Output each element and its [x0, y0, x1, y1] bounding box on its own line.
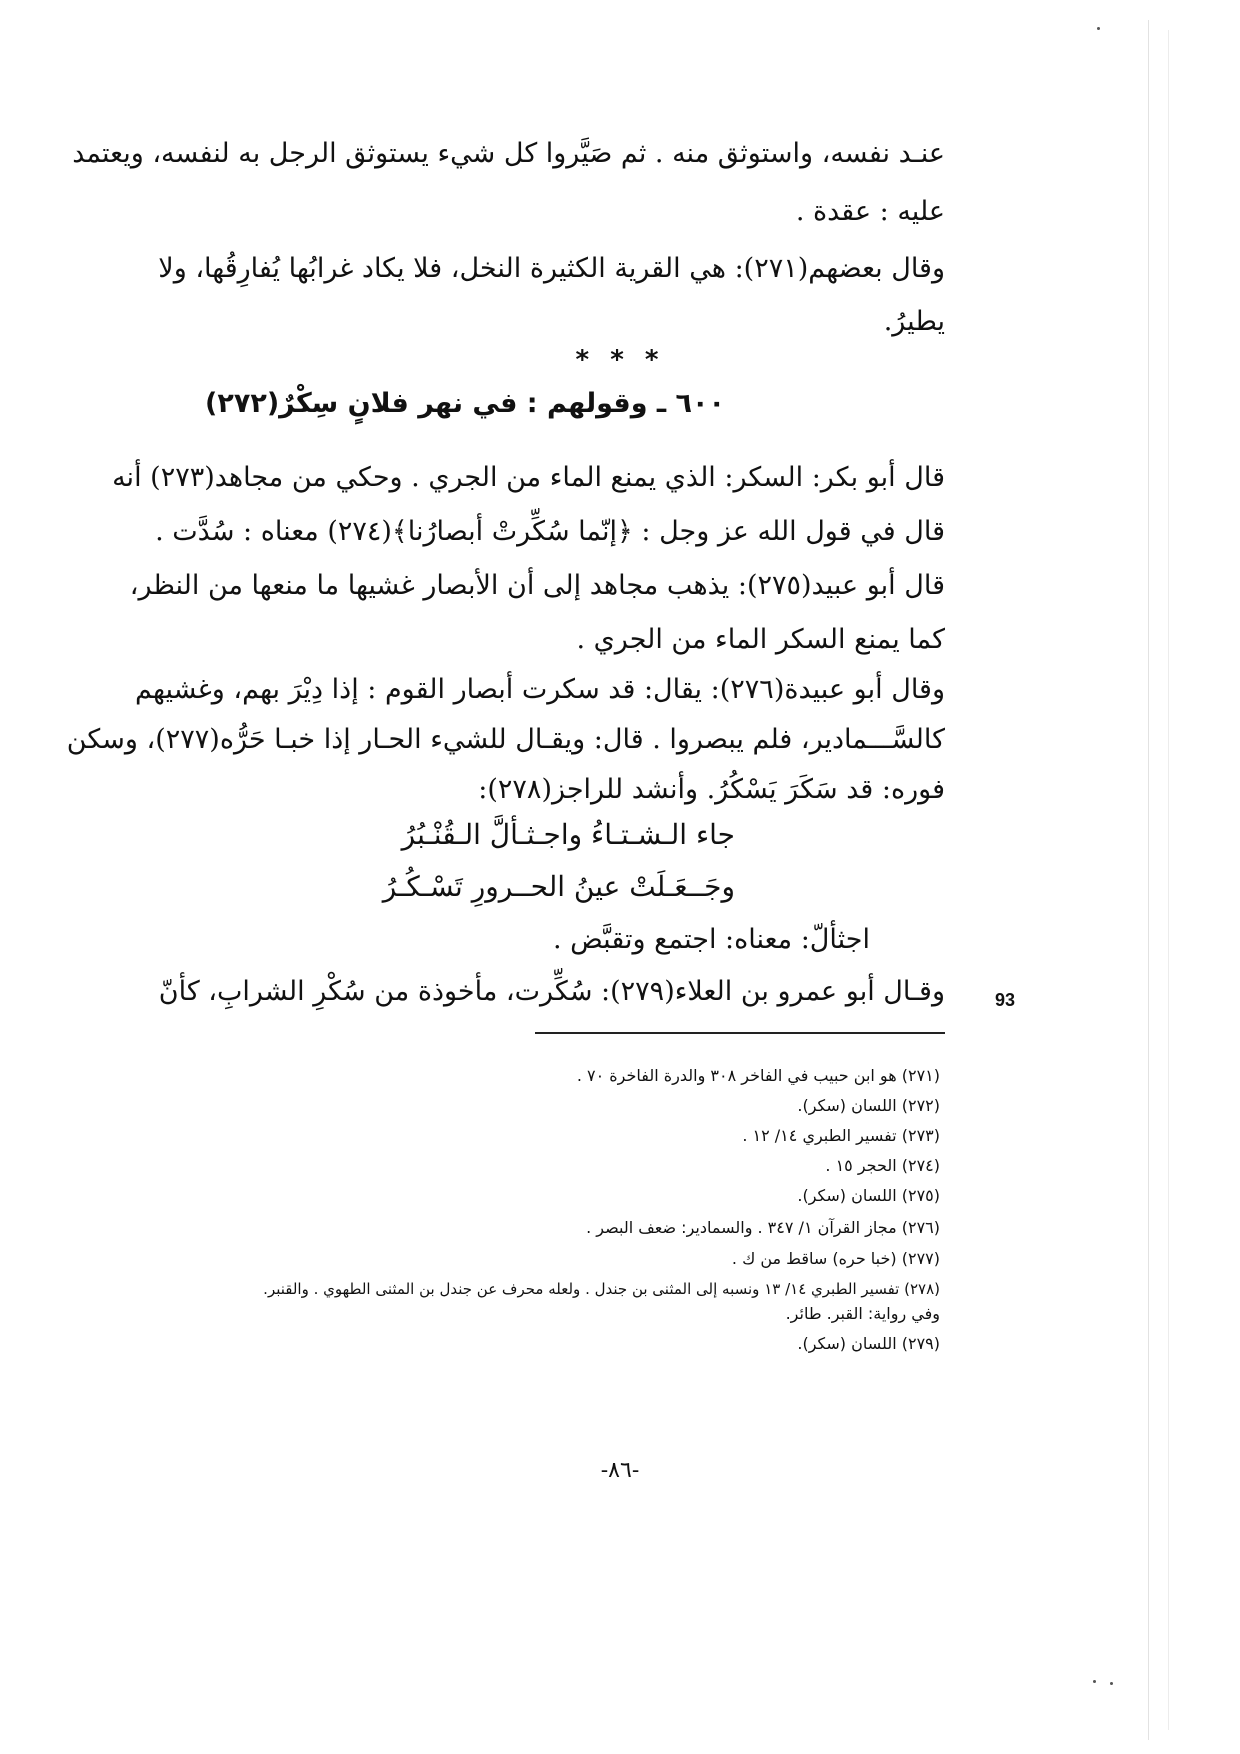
body-line-11: فوره: قد سَكَرَ يَسْكُرُ. وأنشد للراجز(٢٧٨):: [478, 774, 945, 805]
margin-page-number: 93: [995, 990, 1016, 1010]
scan-speck: [1093, 1680, 1096, 1683]
body-line-12: اجثألّ: معناه: اجتمع وتقبَّض .: [552, 924, 870, 955]
footnote-277: (٢٧٧) (خبا حره) ساقط من ك .: [731, 1249, 940, 1268]
scan-speck: [1097, 27, 1100, 30]
scan-edge-line-outer: [1168, 30, 1169, 1730]
scan-edge-line: [1148, 20, 1149, 1740]
body-line-4: يطيرُ.: [883, 306, 945, 337]
footnote-272: (٢٧٢) اللسان (سكر).: [797, 1096, 940, 1115]
scan-speck: [1110, 1682, 1113, 1685]
footnote-279: (٢٧٩) اللسان (سكر).: [797, 1334, 940, 1353]
body-line-7: قال أبو عبيد(٢٧٥): يذهب مجاهد إلى أن الأبصار غشيها ما منعها من النظر،: [129, 570, 945, 601]
body-line-13: وقـال أبو عمرو بن العلاء(٢٧٩): سُكِّرت، مأخوذة من سُكْرِ الشرابِ، كأنّ: [158, 976, 945, 1007]
body-line-10: كالسَّـــمادير، فلم يبصروا . قال: ويقـال للشيء الحـار إذا خبـا حَرُّه(٢٧٧)، وسكن: [66, 724, 945, 755]
body-line-3: وقال بعضهم(٢٧١): هي القرية الكثيرة النخل، فلا يكاد غرابُها يُفارِقُها، ولا: [158, 253, 945, 284]
footnote-275: (٢٧٥) اللسان (سكر).: [797, 1186, 940, 1205]
body-line-1: عنـد نفسه، واستوثق منه . ثم صَيَّروا كل شيء يستوثق الرجل به لنفسه، ويعتمد: [72, 138, 945, 169]
page-number: -٨٦-: [600, 1458, 640, 1483]
footnote-276: (٢٧٦) مجاز القرآن ١/ ٣٤٧ . والسمادير: ضعف البصر .: [586, 1218, 940, 1237]
body-line-6: قال في قول الله عز وجل : ﴿إنّما سُكِّرتْ أبصارُنا﴾(٢٧٤) معناه : سُدَّت .: [155, 516, 945, 547]
body-line-2: عليه : عقدة .: [795, 196, 945, 227]
poem-verse-1: جاء الـشـتـاءُ واجـثـألَّ الـقُنْـبُرُ: [401, 818, 735, 851]
section-heading: ٦٠٠ ـ وقولهم : في نهر فلانٍ سِكْرٌ(٢٧٢): [205, 388, 725, 419]
footnote-divider: [535, 1032, 945, 1034]
footnote-278: (٢٧٨) تفسير الطبري ١٤/ ١٣ ونسبه إلى المثنى بن جندل . ولعله محرف عن جندل بن المثنى الطهوي . والقنبر.: [263, 1280, 940, 1298]
body-line-8: كما يمنع السكر الماء من الجري .: [576, 624, 945, 655]
poem-verse-2: وجَــعَـلَتْ عينُ الحــرورِ تَسْـكُـرُ: [382, 870, 735, 903]
footnote-274: (٢٧٤) الحجر ١٥ .: [825, 1156, 940, 1175]
body-line-9: وقال أبو عبيدة(٢٧٦): يقال: قد سكرت أبصار القوم : إذا دِيْرَ بهم، وغشيهم: [135, 674, 945, 705]
footnote-273: (٢٧٣) تفسير الطبري ١٤/ ١٢ .: [742, 1126, 940, 1145]
footnote-278-continued: وفي رواية: القبر. طائر.: [785, 1304, 940, 1323]
footnote-271: (٢٧١) هو ابن حبيب في الفاخر ٣٠٨ والدرة الفاخرة ٧٠ .: [576, 1066, 940, 1085]
section-separator: * * *: [575, 345, 665, 375]
body-line-5: قال أبو بكر: السكر: الذي يمنع الماء من الجري . وحكي من مجاهد(٢٧٣) أنه: [112, 462, 945, 493]
